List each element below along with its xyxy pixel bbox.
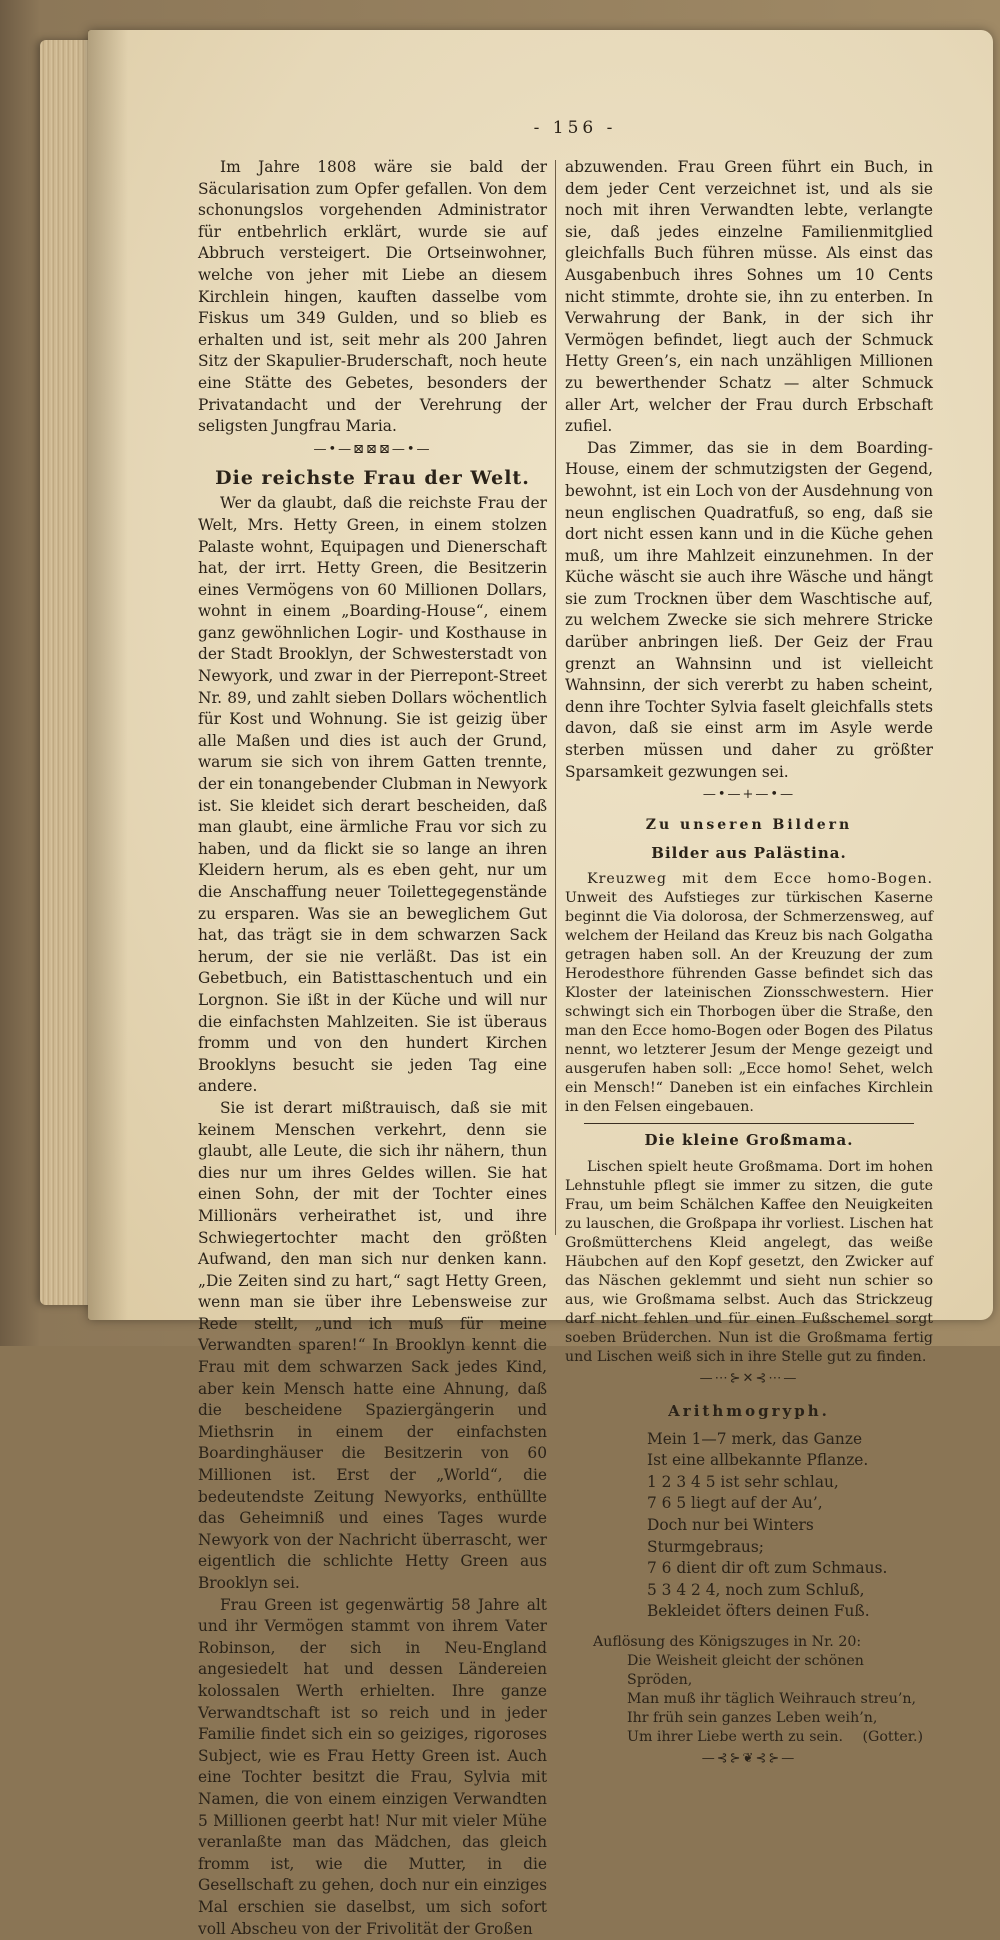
solution-line: Man muß ihr täglich Weihrauch streu’n, (627, 1690, 917, 1707)
riddle-heading: Arithmogryph. (668, 1402, 830, 1420)
article-paragraph-3: Frau Green ist gegenwärtig 58 Jahre alt und ihr Vermögen stammt von ihrem Vater Robinson, der sich in Neu-England angesiedelt hat und dessen Ländereien kolossalen Werth erhielten. Ihre ganze Verwandtschaft ist so reich und in jeder Familie findet sich ein so geiziges, rigoroses Subject, wie es Frau Hetty Green ist. Auch eine Tochter besitzt die Frau, Sylvia mit Namen, die von einem einzigen Verwandten 5 Millionen geerbt hat! Nur mit vieler Mühe veranlaßte man das Mädchen, das gleich fromm ist, wie die Mutter, in die Gesellschaft zu gehen, doch nur ein einziges Mal erschien sie daselbst, um sich sofort voll Abscheu von der Frivolität der Großen (198, 1595, 547, 1938)
solution-line-last (627, 1728, 933, 1747)
continuation-paragraph-1: abzuwenden. Frau Green führt ein Buch, in dem jeder Cent verzeichnet ist, und als sie noch mit ihren Verwandten lebte, verlangte sie, daß jedes einzelne Familienmitglied gleichfalls Buch führen müsse. Als einst das Ausgabenbuch ihres Sohnes um 10 Cents nicht stimmte, drohte sie, ihn zu enterben. In Verwahrung der Bank, in der sich ihr Vermögen befindet, liegt auch der Schmuck Hetty Green’s, ein nach unzähligen Millionen zu bewerthender Schatz — alter Schmuck aller Art, welcher der Frau durch Erbschaft zufiel. (565, 158, 933, 436)
images-subheading: Bilder aus Palästina. (651, 843, 847, 862)
intro-paragraph: Im Jahre 1808 wäre sie bald der Säcularisation zum Opfer gefallen. Von dem schonungslos vorgehenden Administrator für entbehrlich erklärt, wurde sie auf Abbruch versteigert. Die Ortseinwohner, welche von jeher mit Liebe an diesem Kirchlein hingen, kauften dasselbe vom Fiskus um 349 Gulden, und so blieb es erhalten und ist, seit mehr als 200 Jahren Sitz der Skapulier-Bruderschaft, noch heute eine Stätte des Gebetes, besonders der Privatandacht und der Verehrung der seligsten Jungfrau Maria. (198, 158, 547, 436)
article-paragraph-2: Sie ist derart mißtrauisch, daß sie mit keinem Menschen verkehrt, denn sie glaubt, alle Leute, die sich ihr nähern, thun dies nur um ihres Geldes willen. Sie hat einen Sohn, der mit der Tochter eines Millionärs verheirathet ist, und ihre Schwiegertochter macht den größten Aufwand, den man sich nur denken kann. „Die Zeiten sind zu hart,“ sagt Hetty Green, wenn man sie über ihre Lebensweise zur Rede stellt, „und ich muß für meine Verwandten sparen!“ In Brooklyn kennt die Frau mit dem schwarzen Sack jedes Kind, aber kein Mensch hatte eine Ahnung, daß die bescheidene Spaziergängerin und Miethsrin in einem der einfachsten Boardinghäuser die Besitzerin von 60 Millionen ist. Erst der „World“, die bedeutendste Zeitung Newyorks, enthüllte das Geheimniß und eines Tages wurde Newyork von der Nachricht überrascht, wer eigentlich die schlichte Hetty Green aus Brooklyn sei. (198, 1098, 547, 1592)
riddle-line: 1 2 3 4 5 ist sehr schlau, (647, 1472, 839, 1491)
grandma-text: Lischen spielt heute Großmama. Dort im hohen Lehnstuhle pflegt sie immer zu sitzen, die gute Frau, um beim Schälchen Kaffee den Neuigkeiten zu lauschen, die Großpapa ihr vorliest. Lischen hat Großmütterchens Kleid angelegt, das weiße Häubchen auf den Kopf gesetzt, den Zwicker auf das Näschen geklemmt und sieht nun schier so aus, wie Großmama selbst. Auch das Strickzeug darf nicht fehlen und für einen Fußschemel sorgt soeben Brüderchen. Nun ist die Großmama fertig und Lischen weiß sich in ihre Stelle gut zu finden. (565, 1159, 933, 1365)
solution-verse (627, 1652, 933, 1747)
palestine-text (565, 870, 933, 1117)
ornament-divider-2: —•—+—•— (702, 787, 796, 803)
riddle-line: 5 3 4 2 4, noch zum Schluß, (647, 1580, 865, 1599)
ornament-divider-3: —⋯⊱✕⊰⋯— (699, 1371, 799, 1386)
riddle-line: Bekleidet öfters deinen Fuß. (647, 1602, 870, 1621)
right-column (565, 157, 933, 1771)
riddle-line: Doch nur bei Winters Sturmgebraus; (647, 1515, 814, 1556)
riddle-line: 7 6 dient dir oft zum Schmaus. (647, 1559, 888, 1578)
continuation-paragraph-2: Das Zimmer, das sie in dem Boarding-House, einem der schmutzigsten der Gegend, bewohnt, ist ein Loch von der Ausdehnung von neun englischen Quadratfuß, so eng, daß sie dort nicht essen kann und in die Küche gehen muß, um ihre Mahlzeit einzunehmen. In der Küche wäscht sie auch ihre Wäsche und hängt sie zum Trocknen über dem Waschtische auf, zu welchem Zwecke sie sich mehrere Stricke darüber anbringen ließ. Der Geiz der Frau grenzt an Wahnsinn und ist vielleicht Wahnsinn, der sich vererbt zu haben scheint, denn ihre Tochter Sylvia faselt gleichfalls stets davon, daß sie einst arm im Asyle werde sterben müssen und daher zu größter Sparsamkeit gezwungen sei. (565, 438, 933, 781)
page-gutter-shadow (88, 30, 128, 1320)
page-number: - 156 - (533, 118, 617, 138)
solution-heading: Auflösung des Königszuges in Nr. 20: (593, 1633, 862, 1650)
palestine-text-lead: Kreuzweg mit dem Ecce homo-Bogen. (587, 871, 933, 888)
solution-author: (Gotter.) (862, 1728, 923, 1745)
article-paragraph-1: Wer da glaubt, daß die reichste Frau der Welt, Mrs. Hetty Green, in einem stolzen Palaste wohnt, Equipagen und Dienerschaft hat, der irrt. Hetty Green, die Besitzerin eines Vermögens von 60 Millionen Dollars, wohnt in einem „Boarding-House“, einem ganz gewöhnlichen Logir- und Kosthause in der Stadt Brooklyn, der Schwesterstadt von Newyork, und zwar in der Pierrepont-Street Nr. 89, und zahlt sieben Dollars wöchentlich für Kost und Wohnung. Sie ist geizig über alle Maßen und dies ist auch der Grund, warum sie sich von ihrem Gatten trennte, der ein tonangebender Clubman in Newyork ist. Sie kleidet sich derart bescheiden, daß man glaubt, eine ärmliche Frau vor sich zu haben, und da flickt sie so lange an ihren Kleidern herum, als es eben geht, nur um die Anschaffung neuer Toilettegegenstände zu ersparen. Was sie an beweglichem Gut hat, das trägt sie in dem schwarzen Sack herum, der sie nie verläßt. Das ist ein Gebetbuch, ein Batisttaschentuch und ein Lorgnon. Sie ißt in der Küche und will nur die einfachsten Mahlzeiten. Sie ist überaus fromm und von den hundert Kirchen Brooklyns besucht sie jeden Tag eine andere. (198, 494, 547, 1096)
solution-line: Ihr früh sein ganzes Leben weih’n, (627, 1709, 878, 1726)
article-title: Die reichste Frau der Welt. (215, 466, 530, 489)
riddle-line: Ist eine allbekannte Pflanze. (647, 1451, 869, 1470)
riddle-line: 7 6 5 liegt auf der Au’, (647, 1494, 823, 1513)
section-heading: Zu unseren Bildern (645, 817, 853, 834)
palestine-text-body: Unweit des Aufstieges zur türkischen Kaserne beginnt die Via dolorosa, der Schmerzensweg, auf welchem der Heiland das Kreuz bis nach Golgatha getragen haben soll. An der Kreuzung der zum Herodesthore führenden Gasse befindet sich das Kloster der lateinischen Zionsschwestern. Hier schwingt sich ein Thorbogen über die Straße, den man den Ecce homo-Bogen oder Bogen des Pilatus nennt, wo letzterer Jesum der Menge gezeigt und ausgerufen haben soll: „Ecce homo! Sehet, welch ein Mensch!“ Daneben ist ein einfaches Kirchlein in den Felsen eingebauen. (565, 890, 933, 1116)
riddle-verse (647, 1429, 933, 1623)
riddle-line: Mein 1—7 merk, das Ganze (647, 1429, 863, 1448)
grandma-heading: Die kleine Großmama. (644, 1131, 854, 1150)
solution-line: Die Weisheit gleicht der schönen Spröden, (627, 1652, 864, 1688)
column-divider (555, 160, 556, 1235)
solution-line: Um ihrer Liebe werth zu sein. (627, 1728, 844, 1745)
left-column (198, 157, 547, 1940)
rule-line (584, 1123, 914, 1124)
ornament-divider-4: —⊰⊱❦⊰⊱— (701, 1750, 797, 1766)
solution-block (593, 1633, 933, 1747)
ornament-divider: —•—⊠⊠⊠—•— (313, 441, 432, 457)
